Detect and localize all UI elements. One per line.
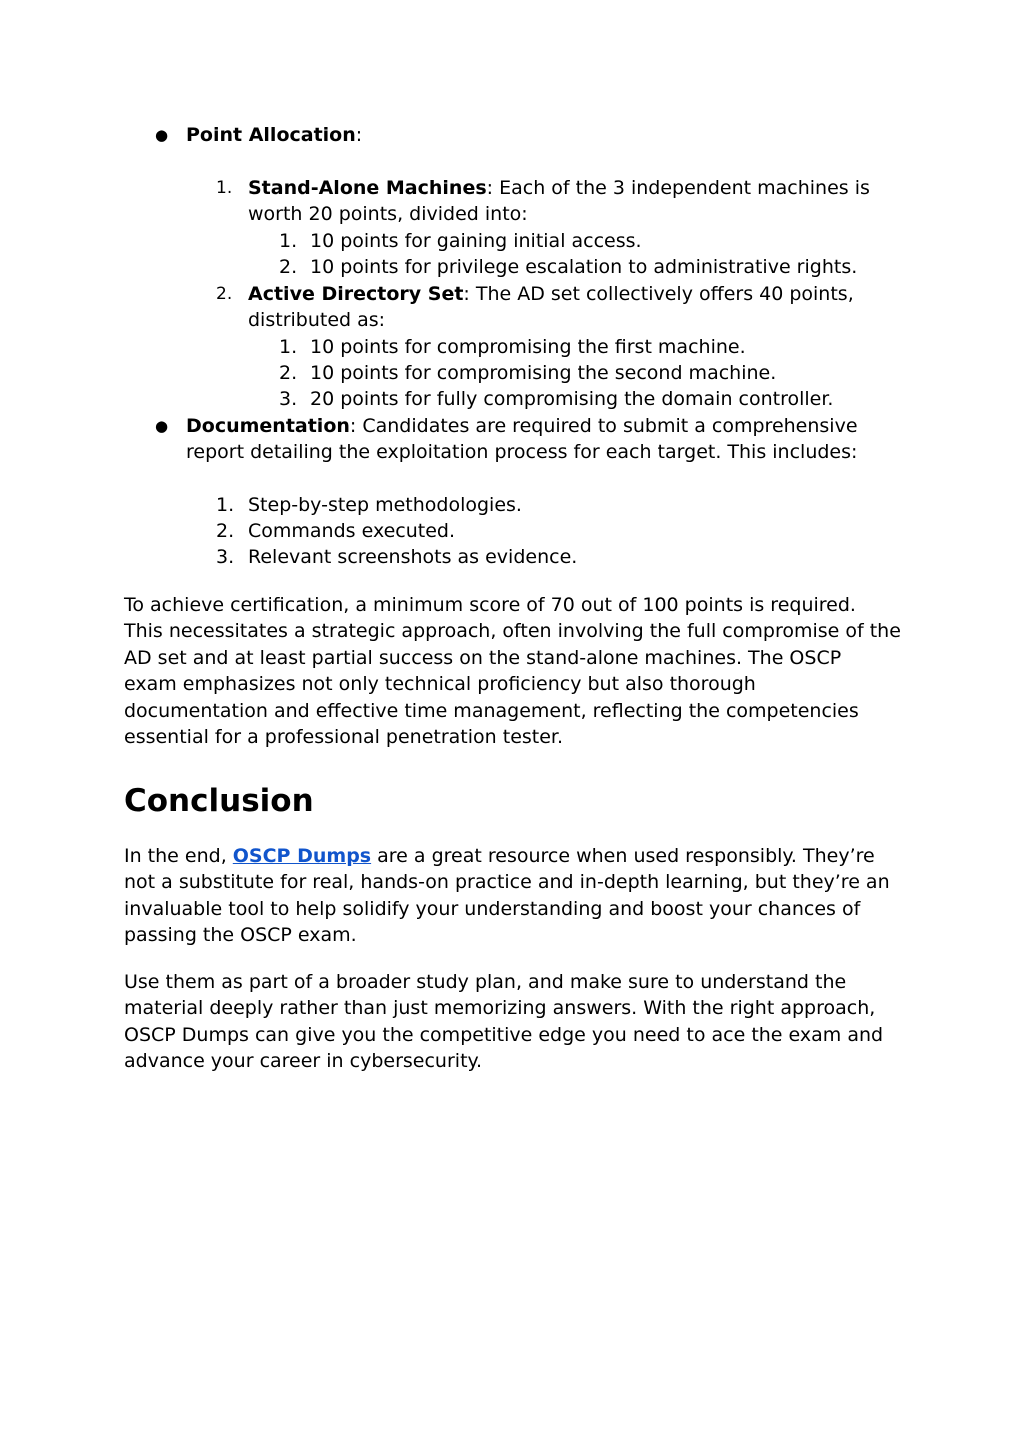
paragraph-line: documentation and effective time management, reflecting the competencies (124, 699, 859, 722)
standalone-machines-item (248, 175, 870, 201)
list-number: 2. (216, 284, 233, 304)
list-number: 1. (216, 494, 235, 516)
list-number: 1. (279, 336, 298, 358)
bullet-marker: ● (155, 417, 169, 435)
paragraph-line: advance your career in cybersecurity. (124, 1050, 483, 1073)
list-item: Relevant screenshots as evidence. (248, 546, 578, 568)
active-directory-text-line2: distributed as: (248, 309, 386, 331)
list-number: 2. (279, 256, 298, 278)
list-number: 1. (279, 230, 298, 252)
paragraph-line: OSCP Dumps can give you the competitive edge you need to ace the exam and (124, 1023, 884, 1046)
paragraph-text: In the end, (124, 845, 233, 867)
list-number: 3. (216, 546, 235, 568)
list-item: Commands executed. (248, 520, 456, 542)
standalone-text-line2: worth 20 points, divided into: (248, 203, 528, 225)
list-item: 10 points for gaining initial access. (310, 230, 642, 252)
paragraph-line: To achieve certification, a minimum score of 70 out of 100 points is required. (124, 594, 856, 616)
paragraph-line: not a substitute for real, hands-on practice and in-depth learning, but they’re an (124, 871, 890, 894)
oscp-dumps-link[interactable]: OSCP Dumps (232, 845, 372, 867)
documentation-label: Documentation (186, 415, 350, 437)
list-item: 20 points for fully compromising the domain controller. (310, 388, 834, 410)
conclusion-paragraph-1 (124, 843, 890, 949)
point-allocation-colon: : (355, 124, 363, 146)
list-number: 2. (279, 362, 298, 384)
point-allocation-label: Point Allocation (186, 124, 356, 146)
paragraph-line: passing the OSCP exam. (124, 924, 357, 947)
active-directory-text-line1: : The AD set collectively offers 40 points, (463, 283, 854, 305)
list-item: 10 points for privilege escalation to administrative rights. (310, 256, 858, 278)
conclusion-paragraph-2 (124, 969, 883, 1075)
point-allocation-item (186, 122, 362, 148)
documentation-text-line2: report detailing the exploitation process for each target. This includes: (186, 441, 858, 463)
list-item: 10 points for compromising the first machine. (310, 336, 746, 358)
conclusion-heading: Conclusion (124, 783, 314, 819)
list-number: 3. (279, 388, 298, 410)
list-item: Step-by-step methodologies. (248, 494, 522, 516)
certification-paragraph (124, 592, 901, 750)
paragraph-line: AD set and at least partial success on the stand-alone machines. The OSCP (124, 646, 842, 669)
documentation-item (186, 413, 858, 439)
paragraph-line: invaluable tool to help solidify your understanding and boost your chances of (124, 897, 861, 920)
paragraph-line: material deeply rather than just memorizing answers. With the right approach, (124, 997, 876, 1020)
paragraph-line: essential for a professional penetration tester. (124, 726, 564, 749)
list-number: 1. (216, 178, 233, 198)
standalone-label: Stand-Alone Machines (248, 177, 487, 199)
standalone-text-line1: : Each of the 3 independent machines is (486, 177, 870, 199)
paragraph-line (124, 843, 890, 869)
paragraph-line: Use them as part of a broader study plan, and make sure to understand the (124, 971, 847, 993)
list-item: 10 points for compromising the second machine. (310, 362, 777, 384)
active-directory-label: Active Directory Set (248, 283, 464, 305)
paragraph-text: are a great resource when used responsibly. They’re (371, 845, 875, 867)
bullet-marker: ● (155, 126, 169, 144)
paragraph-line: This necessitates a strategic approach, often involving the full compromise of the (124, 620, 901, 643)
list-number: 2. (216, 520, 235, 542)
documentation-text-line1: : Candidates are required to submit a comprehensive (349, 415, 858, 437)
active-directory-item (248, 281, 854, 307)
paragraph-line: exam emphasizes not only technical proficiency but also thorough (124, 673, 756, 696)
